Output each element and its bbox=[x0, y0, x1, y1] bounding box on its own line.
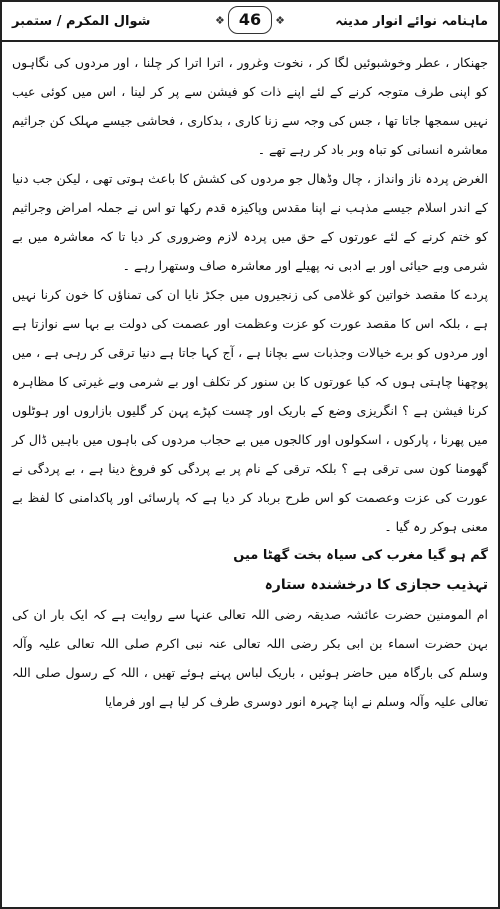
ornament-left-icon: ❖ bbox=[214, 13, 225, 27]
issue-date: شوال المکرم / ستمبر bbox=[12, 13, 151, 29]
page-number: 46 bbox=[228, 6, 272, 34]
magazine-title: ماہنامہ نوائے انوار مدینہ bbox=[335, 13, 488, 29]
section-heading: تہذیب حجازی کا درخشندہ ستارہ bbox=[264, 577, 488, 593]
article-body bbox=[2, 42, 498, 716]
closing-paragraph: ام المومنین حضرت عائشہ صدیقہ رضی اللہ تعالی عنہا سے روایت ہے کہ ایک بار ان کی بہن حضرت اسماء بن ابی بکر رضی اللہ تعالی عنہ نبی اکرم صلی اللہ تعالی علیہ وآلہ وسلم کی بارگاہ میں حاضر ہوئیں ، باریک لباس پہنے ہوئے تھیں ، اللہ کے رسول صلی اللہ تعالی علیہ وآلہ وسلم نے اپنا چہرہ انور دوسری طرف کر لیا ہے اور فرمایا bbox=[12, 607, 488, 709]
poem-line: گم ہو گیا مغرب کی سیاہ بخت گھٹا میں bbox=[233, 548, 488, 563]
page-number-ornament bbox=[215, 6, 285, 34]
paragraph-1: جھنکار ، عطر وخوشبوئیں لگا کر ، نخوت وغرور ، اترا اترا کر چلنا ، اور مردوں کی نگاہوں کو اپنی طرف متوجہ کرنے کے لئے اپنے ذات کو فیشن سے پر کر لینا ، اس میں کوئی عیب نہیں سمجھا جاتا تھا ، جس کی وجہ سے زنا کاری ، بدکاری ، فحاشی جیسے مہلک کن جراثیم معاشرہ انسانی کو تباہ وبر باد کر رہے تھے ۔ bbox=[12, 55, 488, 157]
paragraph-2: الغرض پردہ ناز وانداز ، چال وڈھال جو مردوں کی کشش کا باعث ہوتی تھی ، لیکن جب دنیا کے اندر اسلام جیسے مذہب نے اپنا مقدس وپاکیزہ قدم رکھا تو اس نے جملہ امراض وجراثیم کو ختم کرنے کے لئے عورتوں کے حق میں پردہ لازم وضروری کر دیا تا کہ معاشرہ میں بے شرمی وبے حیائی اور بے ادبی نہ پھیلے اور معاشرہ صاف وستھرا رہے ۔ bbox=[12, 171, 488, 273]
ornament-right-icon: ❖ bbox=[275, 13, 286, 27]
paragraph-3: پردے کا مقصد خواتین کو غلامی کی زنجیروں میں جکڑ نایا ان کی تمناؤں کا خون کرنا نہیں ہے ، بلکہ اس کا مقصد عورت کو عزت وعظمت اور عصمت کی دولت بے بہا سے نوازتا ہے اور مردوں کو برے خیالات وجذبات سے بچانا ہے ، آج کہا جاتا ہے دنیا ترقی کر رہی ہے ، میں پوچھنا چاہتی ہوں کہ کیا عورتوں کا بن سنور کر تکلف اور بے شرمی وبے غیرتی کا مظاہرہ کرنا فیشن ہے ؟ انگریزی وضع کے باریک اور چست کپڑے پہن کر گلیوں بازاروں اور ہوٹلوں میں پھرنا ، پارکوں ، اسکولوں اور کالجوں میں بے حجاب مردوں کی باہوں میں باہیں ڈال کر گھومنا کون سی ترقی ہے ؟ بلکہ ترقی کے نام پر بے پردگی کو فروغ دینا ہے ، بے پردگی نے عورت کی عزت وعصمت کو اس طرح برباد کر دیا ہے کہ پارسائی اور پاکدامنی کا لفظ بے معنی ہوکر رہ گیا ۔ bbox=[12, 287, 488, 534]
page-header bbox=[2, 2, 498, 42]
